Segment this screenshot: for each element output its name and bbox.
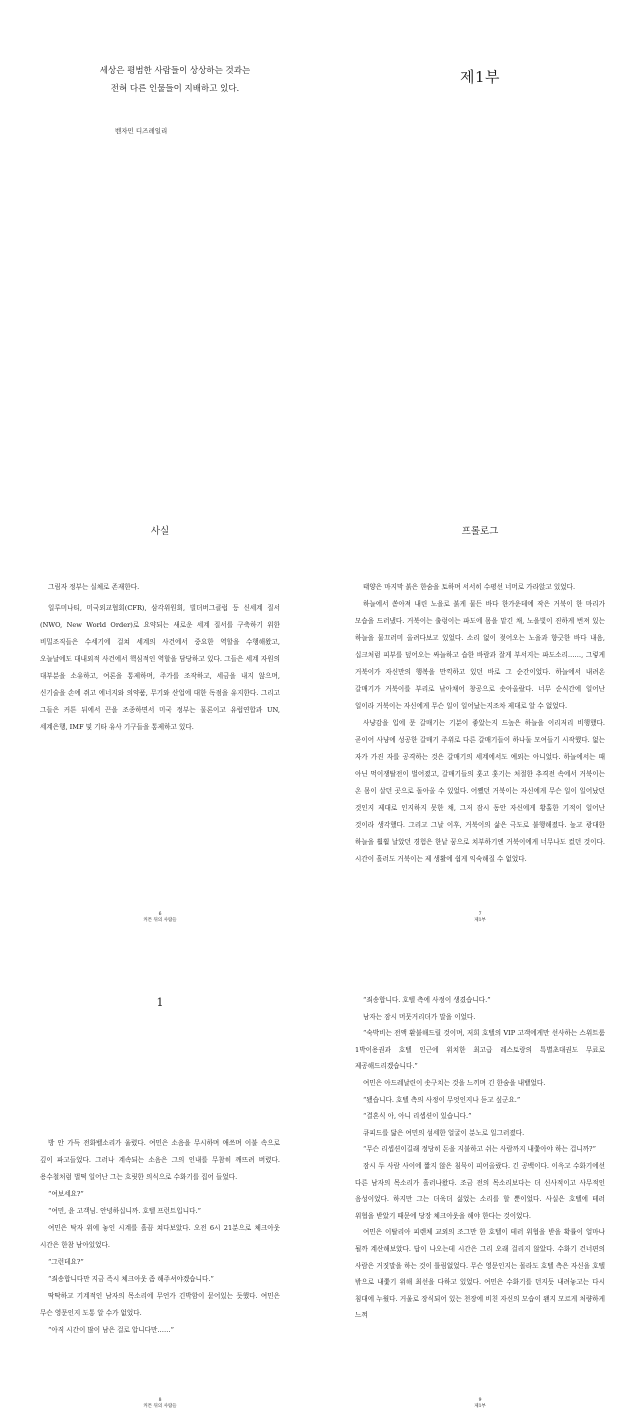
epigraph-line: 전혀 다른 인물들이 지배하고 있다.	[110, 84, 240, 94]
paragraph: 일루미나티, 미국외교협회(CFR), 삼각위원회, 빌더버그클럽 등 신세계 질서(NWO, New World Order)로 요약되는 새로운 세계 질서를 구축하기 위한 비밀조직들은 수세기에 걸쳐 세계의 사건에서 중요한 역할을 수행해왔고, 오늘날에도 대내외적 사건에서 핵심적인 역할을 담당하고 있다. 그들은 세계 자원의 대부분을 소유하고, 여론을 통제하며, 주가를 조작하고, 세금을 내지 않으며, 신기술을 손에 쥐고 에너지와 의약품, 무기와 산업에 대한 독점을 유지한다. 그리고 그들은 커튼 뒤에서 끈을 조종하면서 미국 정부는 물론이고 유럽연합과 UN, 세계은행, IMF 및 기타 유사 기구들을 통제하고 있다.	[40, 604, 280, 731]
body-text	[40, 579, 280, 736]
page-footer	[40, 1398, 280, 1410]
running-footer: 커튼 뒤의 사람들	[143, 1404, 177, 1409]
body-text	[40, 1135, 280, 1339]
part-title: 제1부	[459, 68, 501, 86]
section-title: 사실	[150, 526, 170, 537]
part-title-page	[355, 0, 605, 475]
page-footer	[40, 912, 280, 924]
paragraph: “숙박비는 전액 환불해드릴 것이며, 저희 호텔의 VIP 고객에게만 선사하는 스위트룸 1박이용권과 호텔 인근에 위치한 최고급 레스토랑의 특별초대권도 무료로 제공해드리겠습니다.”	[355, 1029, 605, 1071]
paragraph: “여민, 윤 고객님. 안녕하십니까. 호텔 프런트입니다.”	[48, 1207, 201, 1215]
paragraph: “결혼식 아, 아니 리셉션이 있습니다.”	[363, 1112, 472, 1121]
epigraph-line: 세상은 평범한 사람들이 상상하는 것과는	[99, 66, 251, 76]
paragraph: 큐피드를 닮은 여민의 섬세한 얼굴이 분노로 일그러졌다.	[363, 1128, 525, 1137]
paragraph: “아직 시간이 많이 남은 걸로 압니다만……”	[48, 1326, 174, 1334]
paragraph: 여민은 탁자 위에 놓인 시계를 흘끔 쳐다보았다. 오전 6시 21분으로 체크아웃 시간은 한참 남아있었다.	[40, 1224, 280, 1249]
epigraph	[70, 62, 280, 98]
paragraph: 잠시 두 사람 사이에 짧지 않은 침묵이 피어올랐다. 긴 공백이다. 이윽고 수화기에선 다른 남자의 목소리가 흘러나왔다. 조금 전의 목소리보다는 더 신사적이고 사무적인 음성이었다. 하지만 그는 더욱더 싫었는 소리를 할 뿐이었다. 사실은 호텔에 테러 위협을 받았기 때문에 당장 체크아웃을 해야 한다는 것이었다.	[355, 1161, 605, 1220]
page-number: 9	[478, 1398, 482, 1403]
paragraph: 여민은 이탈리아 피렌체 교외의 조그만 한 호텔이 테러 위협을 받을 확률이 얼마나 될까 계산해보았다. 답이 나오는데 시간은 그리 오래 걸리지 않았다. 수화기 건너편의 사람은 거짓말을 하는 것이 틀림없었다. 무슨 영문인지는 몰라도 호텔 측은 자신을 호텔 밖으로 내쫓기 위해 최선을 다하고 있었다. 여민은 수화기를 던지듯 내려놓고는 다시 침대에 누웠다. 거울로 장식되어 있는 천장에 비친 자신의 모습이 왠지 모르게 처량하게 느껴	[355, 1228, 605, 1320]
paragraph: “죄송합니다. 호텔 측에 사정이 생겼습니다.”	[363, 996, 491, 1004]
page-number: 8	[158, 1398, 162, 1403]
body-text	[355, 579, 605, 868]
paragraph: “여보세요?”	[48, 1190, 84, 1198]
page-number: 6	[158, 912, 162, 917]
paragraph: “됐습니다. 호텔 측의 사정이 무엇인지나 듣고 싶군요.”	[363, 1095, 521, 1104]
page-8	[40, 950, 280, 1422]
paragraph: 여민은 아드레날린이 솟구치는 것을 느끼며 긴 한숨을 내뱉었다.	[363, 1078, 546, 1087]
paragraph: 남자는 잠시 머뭇거리더가 말을 이었다.	[363, 1012, 476, 1021]
page-9	[355, 950, 605, 1422]
page-7	[355, 475, 605, 950]
page-number: 7	[478, 912, 482, 917]
epigraph-author: 벤자민 디즈레일리	[115, 127, 168, 135]
paragraph: 딱딱하고 기계적인 남자의 목소리에 무언가 긴박함이 묻어있는 듯했다. 여민은 무슨 영문인지 도통 알 수가 없었다.	[40, 1292, 280, 1317]
running-footer: 제1부	[474, 918, 486, 923]
running-footer: 커튼 뒤의 사람들	[143, 918, 177, 923]
epigraph-page	[40, 0, 280, 475]
chapter-number: 1	[156, 996, 164, 1009]
running-footer: 제1부	[474, 1404, 486, 1409]
paragraph: 방 안 가득 전화벨소리가 울렸다. 여민은 소음을 무시하며 애쓰며 이불 속으로 깊이 파고들었다. 그러나 계속되는 소음은 그의 인내를 무참히 깨뜨려 버렸다. 용수철처럼 벌떡 일어난 그는 흐릿한 의식으로 수화기를 집어 들었다.	[40, 1139, 280, 1181]
paragraph: 그림자 정부는 실체로 존재한다.	[48, 583, 140, 591]
body-text	[355, 992, 605, 1324]
paragraph: “죄송합니다만 지금 즉시 체크아웃 좀 해주셔야겠습니다.”	[48, 1275, 214, 1283]
page-6	[40, 475, 280, 950]
paragraph: “그런데요?”	[48, 1258, 84, 1266]
page-footer	[355, 1398, 605, 1410]
paragraph: 하늘에서 쏟아져 내린 노을로 붉게 물든 바다 한가운데에 작은 거북이 한 마리가 모습을 드러냈다. 거북이는 출렁이는 파도에 몸을 맡긴 채, 노을빛이 진하게 번져 있는 하늘을 물끄러미 올려다보고 있었다. 소리 없이 젖어오는 노을과 향긋한 바다 내음, 십크처럼 피부를 덮어오는 싸늘하고 습한 바람과 잘게 부서지는 파도소리……, 그렇게 거북이가 자신만의 행복을 만끽하고 있던 바로 그 순간이었다. 하늘에서 내려온 갈매기가 거북이를 부리로 낚아채어 창공으로 솟아올랐다. 너무 순식간에 일어난 일이라 거북이는 자신에게 무슨 일이 일어났는지조차 제대로 알 수 없었다.	[355, 600, 605, 710]
paragraph: 사냥감을 입에 문 갈매기는 기분이 좋았는지 드높은 하늘을 이리저리 비행했다. 곧이어 사냥에 성공한 갈매기 주위로 다른 갈매기들이 하나둘 모여들기 시작했다. 없는 자가 가진 자를 공격하는 것은 갈매기의 세계에서도 예외는 아니었다. 하늘에서는 때 아닌 먹이쟁탈전이 벌어졌고, 갈매기들의 훗고 훗기는 처절한 추격전 속에서 거북이는 온 몸이 살던 곳으로 돌아올 수 있었다. 어쨌던 거북이는 자신에게 무슨 일이 일어났던 것인지 제대로 인지하지 못한 채, 그저 잠시 동안 자신에게 황홀한 기적이 일어난 것이라 생각했다. 그리고 그날 이후, 거북이의 삶은 극도로 불행해졌다. 높고 광대한 하늘을 훨훨 날았던 경험은 한낱 꿈으로 치부하기엔 거북이에게 너무나도 컸던 것이다. 시간이 흘러도 거북이는 제 생활에 쉽게 익숙해질 수 없었다.	[355, 719, 605, 863]
paragraph: 태양은 마지막 붉은 한숨을 토하며 서서히 수평선 너머로 가라앉고 있었다.	[363, 583, 576, 591]
paragraph: “무슨 리셉션이길래 정당히 돈을 지불하고 쉬는 사람까지 내쫓아야 하는 겁니까?”	[363, 1145, 596, 1154]
page-footer	[355, 912, 605, 924]
section-title: 프롤로그	[461, 526, 499, 537]
